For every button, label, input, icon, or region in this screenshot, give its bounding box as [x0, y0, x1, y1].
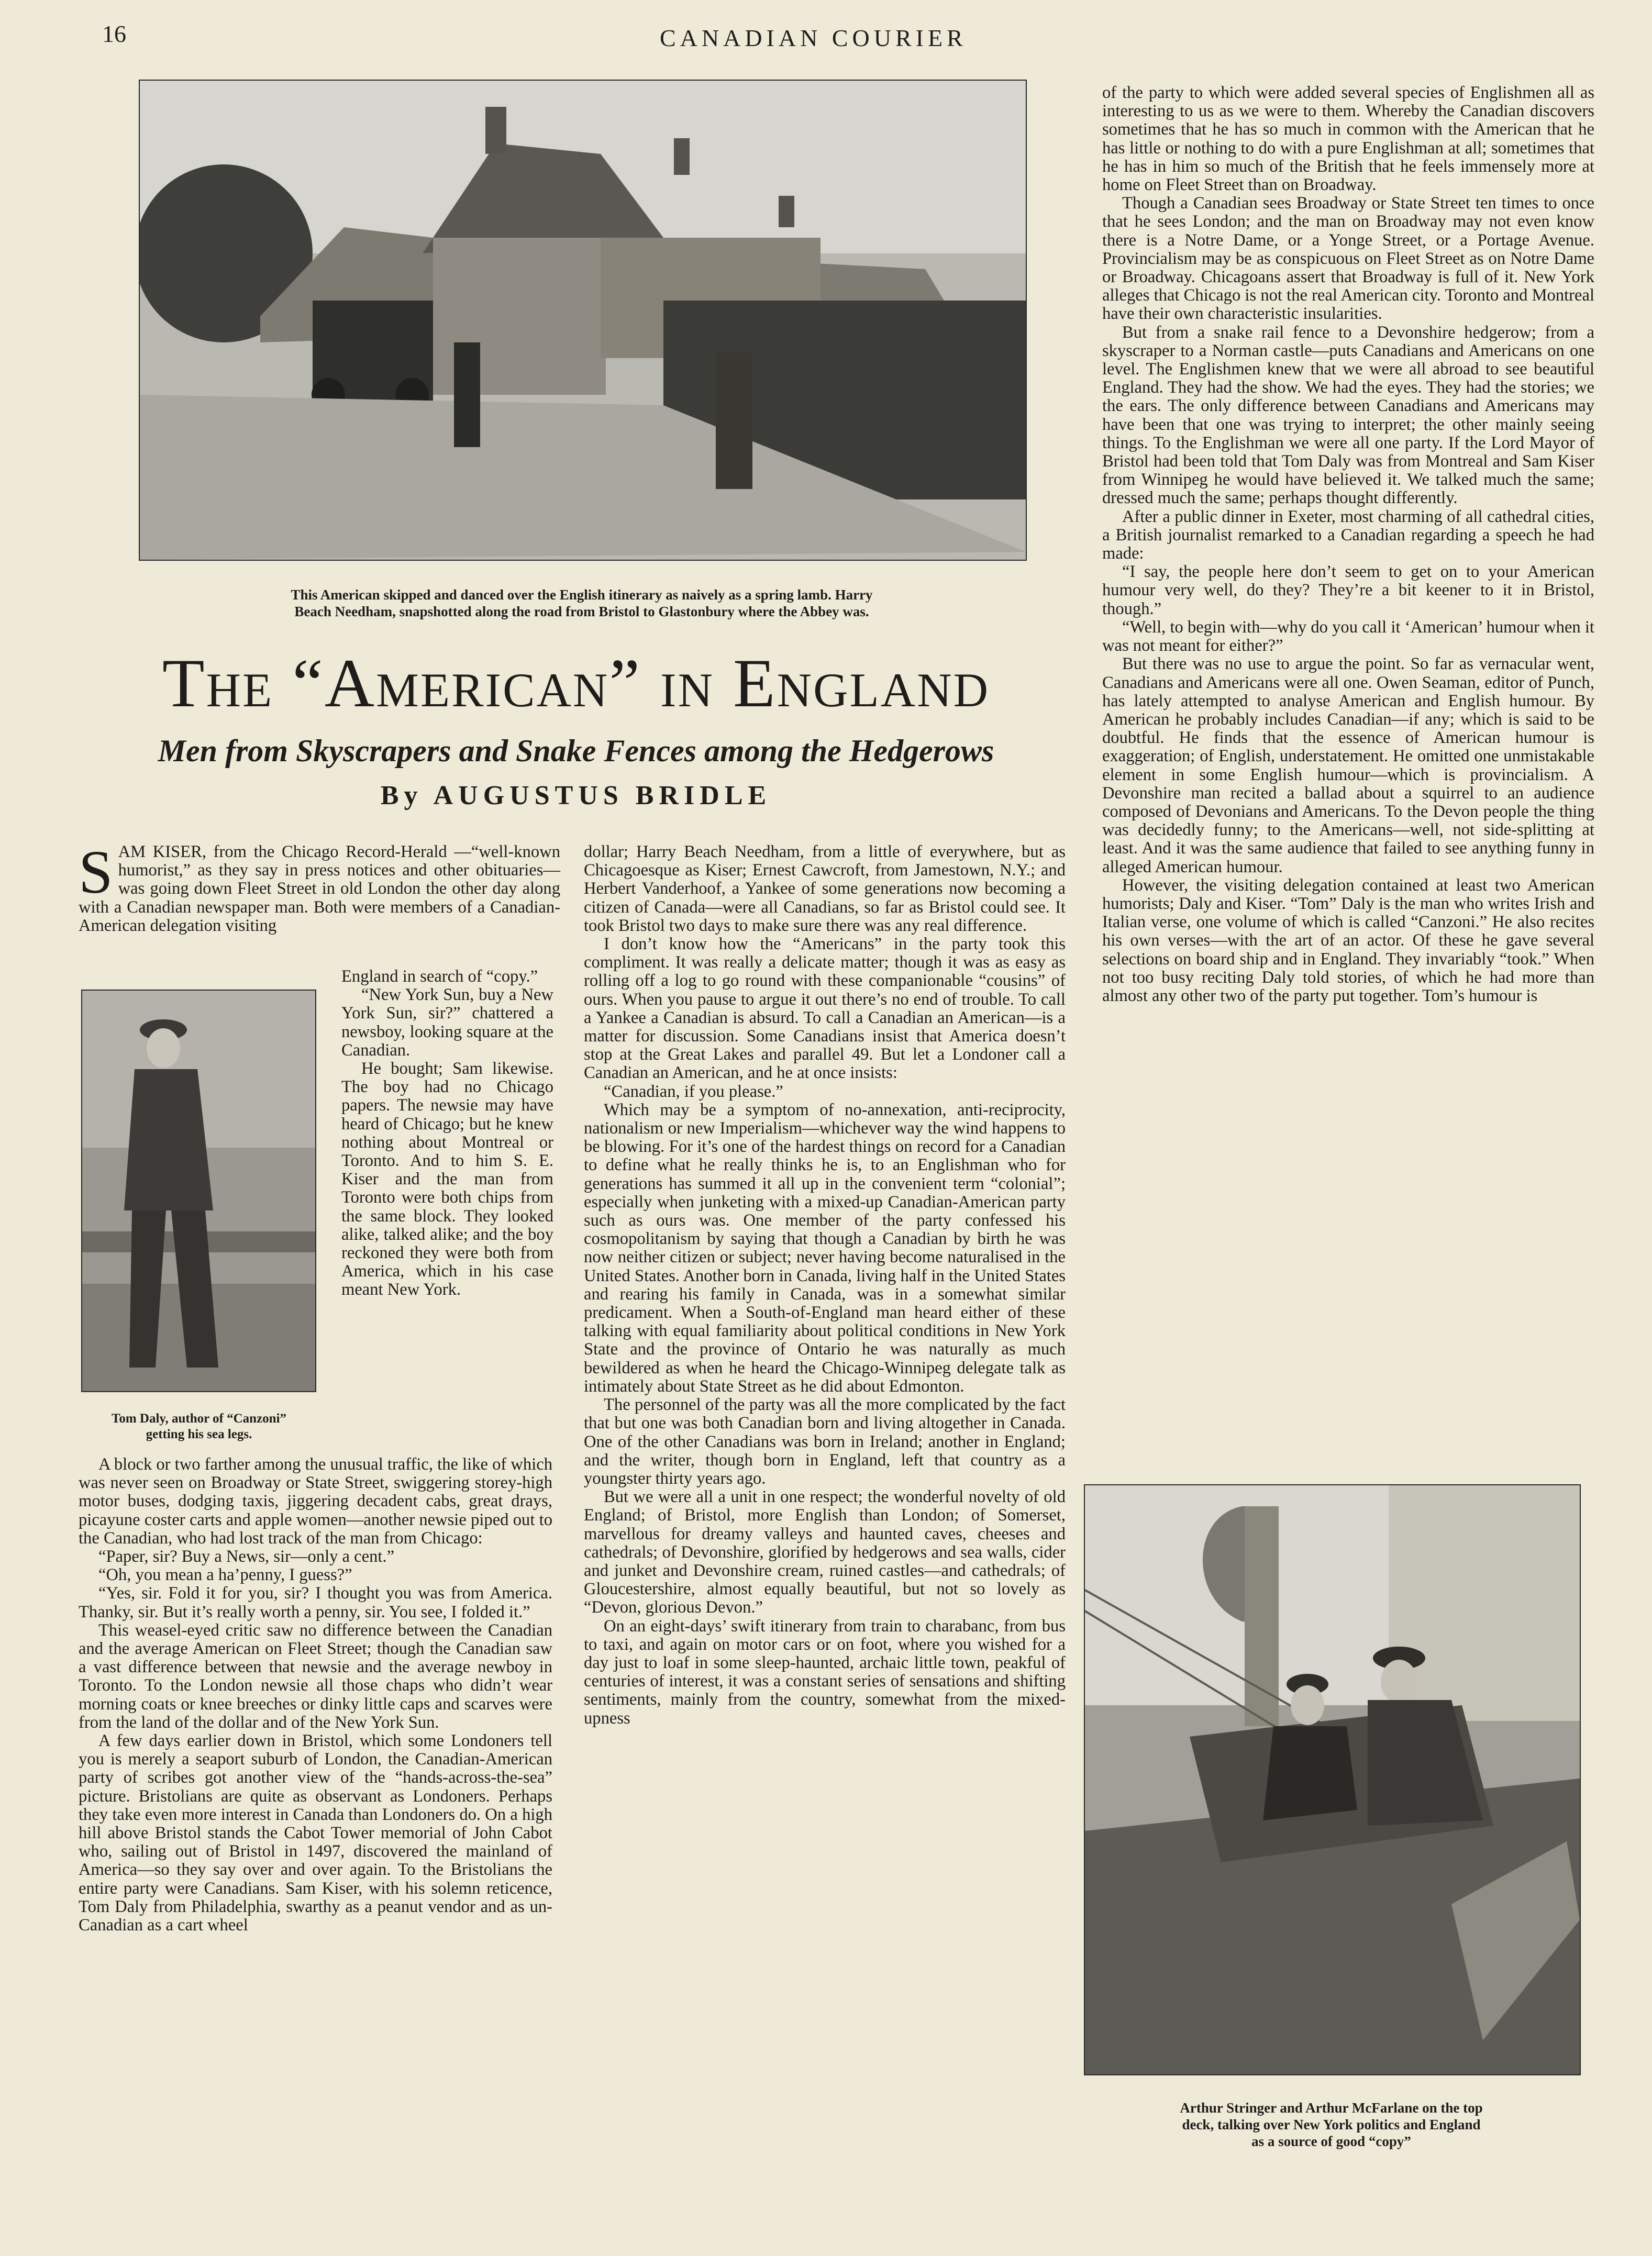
right-photo-caption [1084, 2099, 1579, 2150]
running-head: CANADIAN COURIER [660, 25, 967, 51]
column-1-bottom [79, 1455, 552, 1935]
col3-para-4: After a public dinner in Exeter, most charming of all cathedral cities, a British journalist remarked to a Canadian regarding a speech he had made: [1102, 507, 1594, 563]
col2-para-1: dollar; Harry Beach Needham, from a little of everywhere, but as Chicagoesque as Kiser; Ernest Cawcroft, from Jamestown, N.Y.; and Herbert Vanderhoof, a Yankee of some generations now becoming a citizen of Canada—were all Canadians, so far as Bristol could see. It took Bristol two days to make sure there was any real difference. [584, 842, 1066, 935]
col2-para-2: I don’t know how the “Americans” in the party took this compliment. It was really a delicate matter; though it was as easy as rolling off a log to go round with these companionable “cousins” of ours. When you pause to argue it out there’s no end of trouble. To call a Yankee a Canadian is absurd. To call a Canadian an American—is a matter for discussion. Some Canadians insist that America doesn’t stop at the Great Lakes and parallel 49. But let a Londoner call a Canadian an American, and he at once insists: [584, 935, 1066, 1083]
top-photo-farmhouse-road [139, 80, 1027, 561]
col2-para-4: Which may be a symptom of no-annexation, anti-reciprocity, nationalism or new Imperialism—whichever way the wind happens to be blowing. For it’s one of the hardest things on record for a Canadian to define what he really thinks he is, to an Englishman who for generations has summed it all up in the convenient term “colonial”; especially when junketing with a mixed-up Canadian-American party such as ours was. One member of the party confessed his cosmopolitanism by saying that though a Canadian by birth he was now neither citizen or subject; never having become naturalised in the United States. Another born in Canada, living half in the United States and rearing his family in Canada, was in a somewhat similar predicament. When a South-of-England man heard either of these talking with equal familiarity about political conditions in New York State and the province of Ontario he was naturally as much bewildered as when he heard the Chicago-Winnipeg delegate talk as intimately about State Street as he did about Edmonton. [584, 1100, 1066, 1396]
col3-para-7: But there was no use to argue the point. So far as vernacular went, Canadians and Americans were all one. Owen Seaman, editor of Punch, has lately attempted to analyse American and English humour. By American he probably includes Canadian—if any; which is said to be doubtful. He finds that the essence of American humour is exaggeration; of English, understatement. He omitted one unmistakable element in some English humour—which is provincialism. A Devonshire man recited a ballad about a squirrel to an audience composed of Devonians and Americans. To the Devon people the thing was decidedly funny; to the Americans—well, not side-splitting at least. And it was the same audience that failed to see anything funny in alleged American humour. [1102, 654, 1594, 876]
left-photo-image [82, 991, 315, 1391]
column-2 [584, 843, 1066, 1728]
top-photo-caption [139, 586, 1025, 620]
right-photo-ship-deck [1084, 1484, 1581, 2075]
col1-para-6: “Oh, you mean a ha’penny, I guess?” [98, 1565, 352, 1585]
col1-para-8: This weasel-eyed critic saw no difference between the Canadian and the average American on Fleet Street; though the Canadian saw a vast difference between that newsie and the average newboy in Toronto. To the London newsie all those chaps who didn’t wear morning coats or knee breeches or dinky little caps and scarves were from the land of the dollar and of the New York Sun. [79, 1620, 552, 1732]
left-photo-tom-daly [81, 990, 316, 1392]
article-byline: By AUGUSTUS BRIDLE [380, 781, 772, 810]
col3-para-5: “I say, the people here don’t seem to get on to your American humour very well, do they? They’re a bit keener to it in Bristol, though.” [1102, 562, 1594, 618]
column-3 [1102, 84, 1594, 1005]
right-caption-line-3: as a source of good “copy” [1251, 2133, 1411, 2149]
col3-para-1: of the party to which were added several species of Englishmen all as interesting to us as we were to them. Whereby the Canadian discovers sometimes that he has so much in common with the American that he has little or nothing to do with a pure Englishman at all; sometimes that he has in him so much of the British that he feels immensely more at home on Fleet Street than on Broadway. [1102, 83, 1594, 195]
col1-para-5: “Paper, sir? Buy a News, sir—only a cent.” [98, 1547, 395, 1566]
top-caption-line-1: This American skipped and danced over the English itinerary as naively as a spring lamb. Harry [291, 587, 873, 603]
col3-para-3: But from a snake rail fence to a Devonshire hedgerow; from a skyscraper to a Norman castle—puts Canadians and Americans on one level. The Englishmen knew that we were all abroad to see beautiful England. They had the show. We had the eyes. They had the stories; we the ears. The only difference between Canadians and Americans may have been that one was trying to interpret; the other mainly seeing things. To the Englishman we were all one party. If the Lord Mayor of Bristol had been told that Tom Daly was from Montreal and Sam Kiser from Winnipeg he would have believed it. We talked much the same; dressed much the same; perhaps thought differently. [1102, 323, 1594, 508]
col2-para-7: On an eight-days’ swift itinerary from train to charabanc, from bus to taxi, and again on motor cars or on foot, where you wished for a day just to loaf in some sleep-haunted, archaic little town, peakful of centuries of interest, it was a constant series of sensations and shifting sentiments, mainly from the country, somewhat from the mixed-upness [584, 1616, 1066, 1728]
col3-para-2: Though a Canadian sees Broadway or State Street ten times to once that he sees London; and the man on Broadway may not even know there is a Notre Dame, or a Yonge Street, or a Portage Avenue. Provincialism may be as conspicuous on Fleet Street as on Notre Dame or Broadway. Chicagoans assert that Broadway is full of it. New York alleges that Chicago is not the real American city. Toronto and Montreal have their own characteristic insularities. [1102, 194, 1594, 324]
right-photo-image [1085, 1485, 1580, 2074]
col1-para-4: A block or two farther among the unusual traffic, the like of which was never seen on Broadway or State Street, swiggering storey-high motor buses, dodging taxis, jiggering decadent cabs, great drays, picayune coster carts and apple women—another newsie piped out to the Canadian, who had lost track of the man from Chicago: [79, 1455, 552, 1548]
col1-para-3: He bought; Sam likewise. The boy had no Chicago papers. The newsie may have heard of Chicago; but he knew nothing about Montreal or Toronto. And to him S. E. Kiser and the man from Toronto were both chips from the same block. They looked alike, talked alike; and the boy reckoned they were both from America, which in his case meant New York. [341, 1059, 553, 1299]
col3-para-6: “Well, to begin with—why do you call it ‘American’ humour when it was not meant for either?” [1102, 617, 1594, 655]
left-caption-line-2: getting his sea legs. [146, 1427, 252, 1441]
column-1-top [79, 838, 560, 935]
col1-para-1-end: England in search of “copy.” [341, 967, 538, 986]
col1-para-1: AM KISER, from the Chicago Record-Herald —“well-known humorist,” as they say in press notices and other obituaries—was going down Fleet Street in old London the other day along with a Canadian newspaper man. Both were members of a Canadian-American delegation visiting [79, 842, 560, 935]
column-1-narrow [341, 968, 553, 1299]
page-number: 16 [102, 20, 126, 47]
col1-para-9: A few days earlier down in Bristol, which some Londoners tell you is merely a seaport suburb of London, the Canadian-American party of scribes got another view of the “hands-across-the-sea” picture. Bristolians are quite as observant as Londoners. Perhaps they take even more interest in Canada than Londoners do. On a high hill above Bristol stands the Cabot Tower memorial of John Cabot who, sailing out of Bristol in 1497, discovered the mainland of America—so they say over and over again. To the Bristolians the entire party were Canadians. Sam Kiser, with his solemn reticence, Tom Daly from Philadelphia, swarthy as a peanut vendor and as un-Canadian as a cart wheel [79, 1731, 552, 1935]
left-caption-line-1: Tom Daly, author of “Canzoni” [111, 1412, 287, 1426]
col1-para-7: “Yes, sir. Fold it for you, sir? I thought you was from America. Thanky, sir. But it’s really worth a penny, sir. You see, I folded it.” [79, 1584, 552, 1621]
left-photo-caption [76, 1411, 322, 1442]
top-caption-line-2: Beach Needham, snapshotted along the road from Bristol to Glastonbury where the Abbey was. [294, 604, 869, 619]
article-subtitle: Men from Skyscrapers and Snake Fences among the Hedgerows [158, 734, 994, 768]
col2-para-3: “Canadian, if you please.” [604, 1082, 783, 1101]
col1-para-2: “New York Sun, buy a New York Sun, sir?” chattered a newsboy, looking square at the Canadian. [341, 985, 553, 1060]
drop-cap: S [79, 838, 113, 906]
right-caption-line-2: deck, talking over New York politics and England [1182, 2117, 1481, 2132]
col2-para-5: The personnel of the party was all the more complicated by the fact that but one was both Canadian born and living altogether in Canada. One of the other Canadians was born in Ireland; another in England; and the writer, though born in England, left that country as a youngster thirty years ago. [584, 1395, 1066, 1488]
top-photo-image [140, 81, 1026, 560]
right-caption-line-1: Arthur Stringer and Arthur McFarlane on the top [1180, 2100, 1483, 2116]
col3-para-8: However, the visiting delegation contained at least two American humorists; Daly and Kiser. “Tom” Daly is the man who writes Irish and Italian verse, one volume of which is called “Canzoni.” He also recites his own verses—with the art of an actor. Of these he gave several selections on board ship and in England. They invariably “took.” When not too busy reciting Daly told stories, of which he had more than almost any other two of the party put together. Tom’s humour is [1102, 875, 1594, 1005]
article-title: The “American” in England [162, 644, 990, 721]
col2-para-6: But we were all a unit in one respect; the wonderful novelty of old England; of Bristol, more English than London; of Somerset, marvellous for dreamy valleys and haunted caves, cheeses and cathedrals; of Devonshire, glorified by hedgerows and sea walls, cider and junket and Devonshire cream, ruined castles—and cathedrals; of Gloucestershire, almost equally beautiful, but not so lovely as “Devon, glorious Devon.” [584, 1487, 1066, 1617]
